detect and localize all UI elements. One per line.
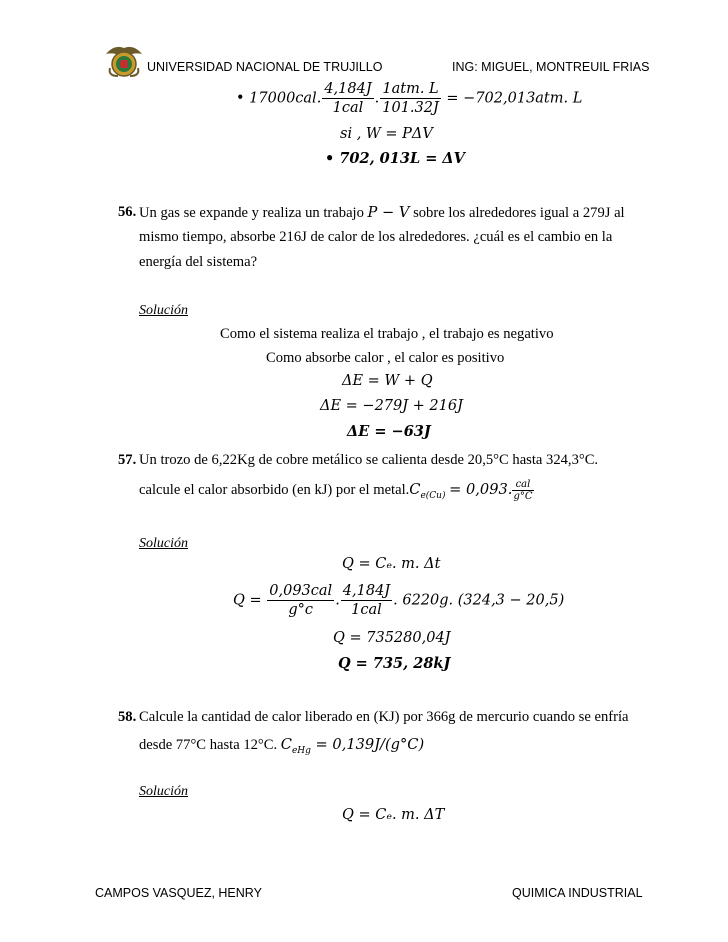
problem-57-eq4: Q = 735, 28kJ xyxy=(338,655,451,672)
problem-58-line1: Calcule la cantidad de calor liberado en (KJ) por 366g de mercurio cuando se enfría xyxy=(139,709,629,725)
university-seal-icon xyxy=(104,40,144,80)
problem-56-note1: Como el sistema realiza el trabajo , el trabajo es negativo xyxy=(220,326,554,342)
footer-right: QUIMICA INDUSTRIAL xyxy=(512,886,643,900)
problem-56-note2: Como absorbe calor , el calor es positivo xyxy=(266,350,505,366)
problem-57-line2: calcule el calor absorbido (en kJ) por el $metal.C_{e(Cu)} = 0,093$. $\frac{\text{cal}}{g^\circ C}$ xyxy=(139,479,533,503)
problem-56-solution-label: Solución xyxy=(139,303,188,318)
footer-left: CAMPOS VASQUEZ, HENRY xyxy=(95,886,262,900)
problem-56-line3: energía del sistema? xyxy=(139,254,258,270)
problem-57-number: 57. xyxy=(118,452,137,468)
problem-57-eq2: Q = $\frac{\text{0,093cal}}{g^\circ c}$ . $\frac{4,184J}{\text{1cal}}$ . 6220g. (324,3 − 20,5) xyxy=(233,583,565,618)
problem-56-eq3: ΔE = −63J xyxy=(347,423,431,440)
problem-57-eq3: Q = 735280,04J xyxy=(333,630,451,646)
problem-57-line1: Un trozo de 6,22Kg de cobre metálico se calienta desde 20,5°C hasta 324,3°C. xyxy=(139,452,599,468)
top-equation-line3: • 702, 013L = ΔV xyxy=(325,150,465,167)
problem-56-eq1: ΔE = W + Q xyxy=(342,373,433,389)
problem-56-line1: Un gas se expande y realiza un trabajo P − V sobre los alrededores igual a 279J al xyxy=(139,204,625,221)
problem-58-number: 58. xyxy=(118,709,137,725)
problem-56-eq2: ΔE = −279J + 216J xyxy=(320,398,463,414)
problem-56-number: 56. xyxy=(118,204,137,220)
top-equation-line2: si , W = PΔV xyxy=(340,126,433,142)
problem-58-line2: desde 77°C hasta 12°C. $C_{eHg} = 0,139J/(g^\circ C)$ xyxy=(139,736,425,756)
header-left: UNIVERSIDAD NACIONAL DE TRUJILLO xyxy=(147,60,383,74)
problem-58-eq1: Q = Cₑ. m. ΔT xyxy=(342,807,445,823)
problem-57-eq1: Q = Cₑ. m. Δt xyxy=(342,556,441,572)
header-right: ING: MIGUEL, MONTREUIL FRIAS xyxy=(452,60,650,74)
top-equation-line1: • 17000cal. $\frac{4,184J}{\text{1cal}}$ . $\frac{\text{1atm. L}}{101.32J}$ = −702,013atm. L xyxy=(236,81,583,116)
problem-57-solution-label: Solución xyxy=(139,536,188,551)
problem-58-solution-label: Solución xyxy=(139,784,188,799)
problem-56-line2: mismo tiempo, absorbe 216J de calor de los alrededores. ¿cuál es el cambio en la xyxy=(139,229,613,245)
